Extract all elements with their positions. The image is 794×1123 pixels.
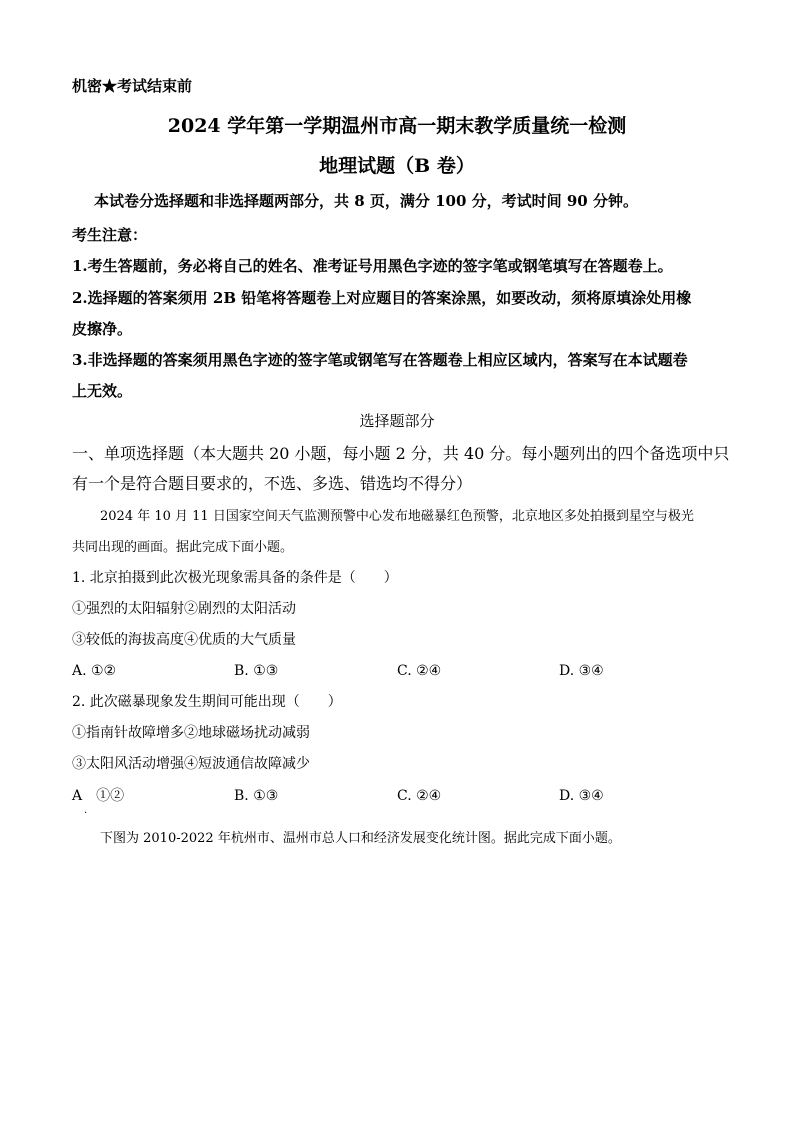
stray-dot-mark: . (84, 805, 88, 816)
question-1-option-b: B. ①③ (234, 663, 279, 679)
notice-item-1: 1.考生答题前，务必将自己的姓名、准考证号用黑色字迹的签字笔或钢笔填写在答题卷上。 (72, 257, 673, 275)
question-2: 2. 此次磁暴现象发生期间可能出现（ ） (72, 694, 342, 710)
stem-1-line-1: 2024 年 10 月 11 日国家空间天气监测预警中心发布地磁暴红色预警，北京地区多处拍摄到星空与极光 (100, 509, 694, 524)
question-1-option-c: C. ②④ (397, 663, 442, 679)
question-2-choices-line-1: ①指南针故障增多②地球磁场扰动减弱 (72, 725, 310, 741)
exam-title: 2024 学年第一学期温州市高一期末教学质量统一检测 (167, 115, 627, 137)
notice-item-3-line-1: 3.非选择题的答案须用黑色字迹的签字笔或钢笔写在答题卷上相应区域内，答案写在本试题卷 (72, 351, 688, 369)
question-1: 1. 北京拍摄到此次极光现象需具备的条件是（ ） (72, 570, 398, 586)
question-1-choices-line-1: ①强烈的太阳辐射②剧烈的太阳活动 (72, 601, 296, 617)
question-1-option-a: A. ①② (72, 663, 117, 679)
confidential-label: 机密★考试结束前 (72, 77, 193, 95)
notice-item-2-line-2: 皮擦净。 (72, 320, 133, 338)
question-2-option-a: A ①② (72, 788, 125, 804)
question-1-choices-line-2: ③较低的海拔高度④优质的大气质量 (72, 632, 296, 648)
exam-subtitle: 地理试题（B 卷） (319, 155, 475, 177)
stem-1-line-2: 共同出现的画面。据此完成下面小题。 (72, 540, 294, 555)
part-heading-line-1: 一、单项选择题（本大题共 20 小题，每小题 2 分，共 40 分。每小题列出的四个备选项中只 (72, 444, 730, 463)
exam-intro: 本试卷分选择题和非选择题两部分，共 8 页，满分 100 分，考试时间 90 分钟。 (94, 192, 638, 210)
section-title: 选择题部分 (359, 412, 435, 430)
question-2-option-d: D. ③④ (559, 788, 604, 804)
question-2-option-b: B. ①③ (234, 788, 279, 804)
question-2-choices-line-2: ③太阳风活动增强④短波通信故障减少 (72, 756, 310, 772)
question-1-option-d: D. ③④ (559, 663, 604, 679)
notice-heading: 考生注意： (72, 226, 148, 244)
notice-item-3-line-2: 上无效。 (72, 382, 133, 400)
stem-2-line-1: 下图为 2010-2022 年杭州市、温州市总人口和经济发展变化统计图。据此完成下面小题。 (100, 831, 621, 846)
question-2-option-c: C. ②④ (397, 788, 442, 804)
notice-item-2-line-1: 2.选择题的答案须用 2B 铅笔将答题卷上对应题目的答案涂黑，如要改动，须将原填涂处用橡 (72, 289, 692, 307)
part-heading-line-2: 有一个是符合题目要求的，不选、多选、错选均不得分） (72, 474, 473, 493)
